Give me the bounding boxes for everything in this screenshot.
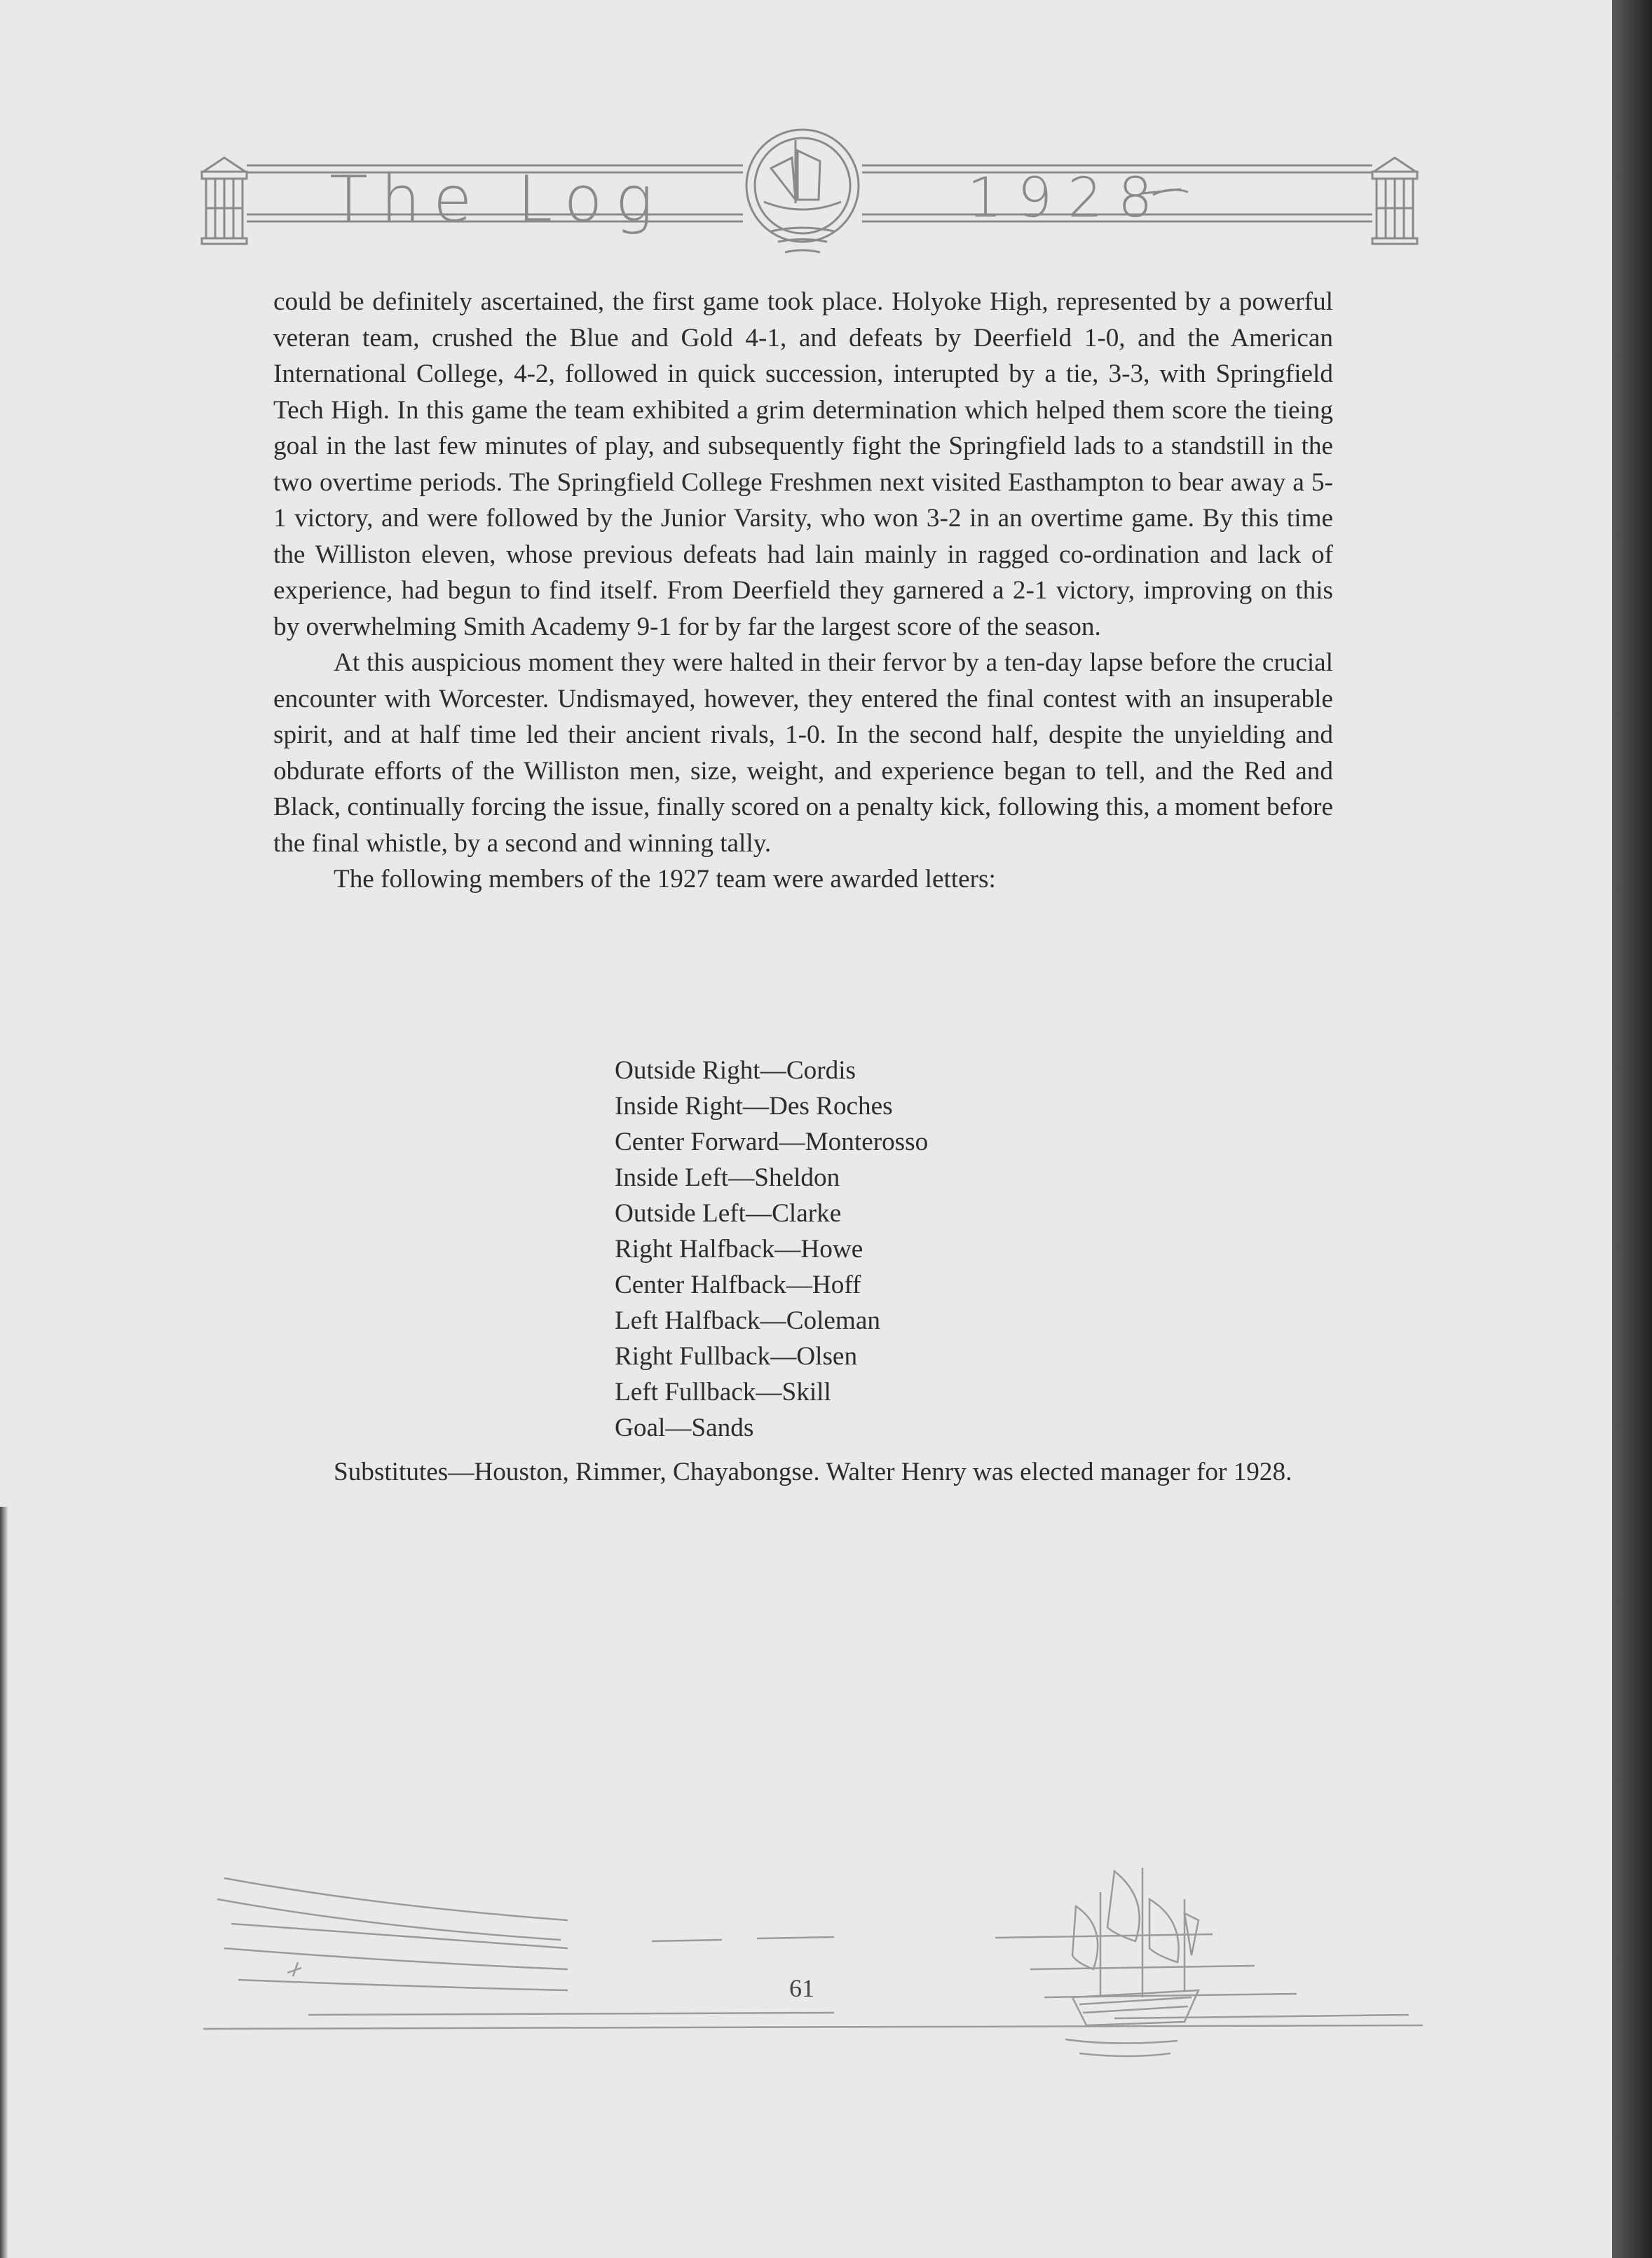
list-item: Right Halfback—Howe (615, 1235, 863, 1264)
list-item: Outside Left—Clarke (615, 1199, 842, 1228)
article-body (273, 284, 1333, 898)
list-item: Outside Right—Cordis (615, 1056, 856, 1085)
list-item: Center Halfback—Hoff (615, 1271, 861, 1299)
paragraph-1: could be definitely ascertained, the first game took place. Holyoke High, represented by a powerful veteran team, crushed the Blue and Gold 4-1, and defeats by Deerfield 1-0, and the American International College, 4-2, followed in quick succession, interupted by a tie, 3-3, with Springfield Tech High. In this game the team exhibited a grim determination which helped them score the tieing goal in the last few minutes of play, and subsequently fight the Springfield lads to a standstill in the two overtime periods. The Springfield College Freshmen next visited Easthampton to bear away a 5-1 victory, and were followed by the Junior Varsity, who won 3-2 in an overtime game. By this time the Williston eleven, whose previous defeats had lain mainly in ragged co-ordination and lack of experience, had begun to find itself. From Deerfield they garnered a 2-1 victory, improving on this by overwhelming Smith Academy 9-1 for by far the largest score of the season. (273, 287, 1333, 641)
paragraph-3: The following members of the 1927 team were awarded letters: (334, 865, 996, 894)
header-title: The Log (329, 163, 666, 236)
closing-text (273, 1454, 1333, 1491)
left-lantern-icon (202, 158, 247, 244)
list-item: Inside Left—Sheldon (615, 1163, 840, 1192)
paragraph-2: At this auspicious moment they were halted in their fervor by a ten-day lapse before the crucial encounter with Worcester. Undismayed, however, they entered the final contest with an insuperable spirit, and at half time led their ancient rivals, 1-0. In the second half, despite the unyielding and obdurate efforts of the Williston men, size, weight, and experience began to tell, and the Red and Black, continually forcing the issue, finally scored on a penalty kick, following this, a moment before the final whistle, by a second and winning tally. (273, 648, 1333, 858)
list-item: Inside Right—Des Roches (615, 1092, 893, 1121)
page-number: 61 (789, 1974, 814, 2002)
closing-paragraph: Substitutes—Houston, Rimmer, Chayabongse. Walter Henry was elected manager for 1928. (334, 1458, 1292, 1486)
page-shadow (0, 1507, 8, 2258)
book-edge (1612, 0, 1652, 2258)
right-lantern-icon (1372, 158, 1417, 244)
ship-icon (1065, 1868, 1199, 2056)
list-item: Center Forward—Monterosso (615, 1128, 929, 1156)
footer-seascape (203, 1857, 1437, 2067)
header-year: 1928 (967, 167, 1168, 230)
ship-seal-icon (746, 130, 859, 252)
list-item: Left Halfback—Coleman (615, 1306, 880, 1335)
letter-winners-list (615, 1053, 928, 1446)
list-item: Left Fullback—Skill (615, 1378, 831, 1407)
list-item: Right Fullback—Olsen (615, 1342, 858, 1371)
list-item: Goal—Sands (615, 1414, 754, 1442)
